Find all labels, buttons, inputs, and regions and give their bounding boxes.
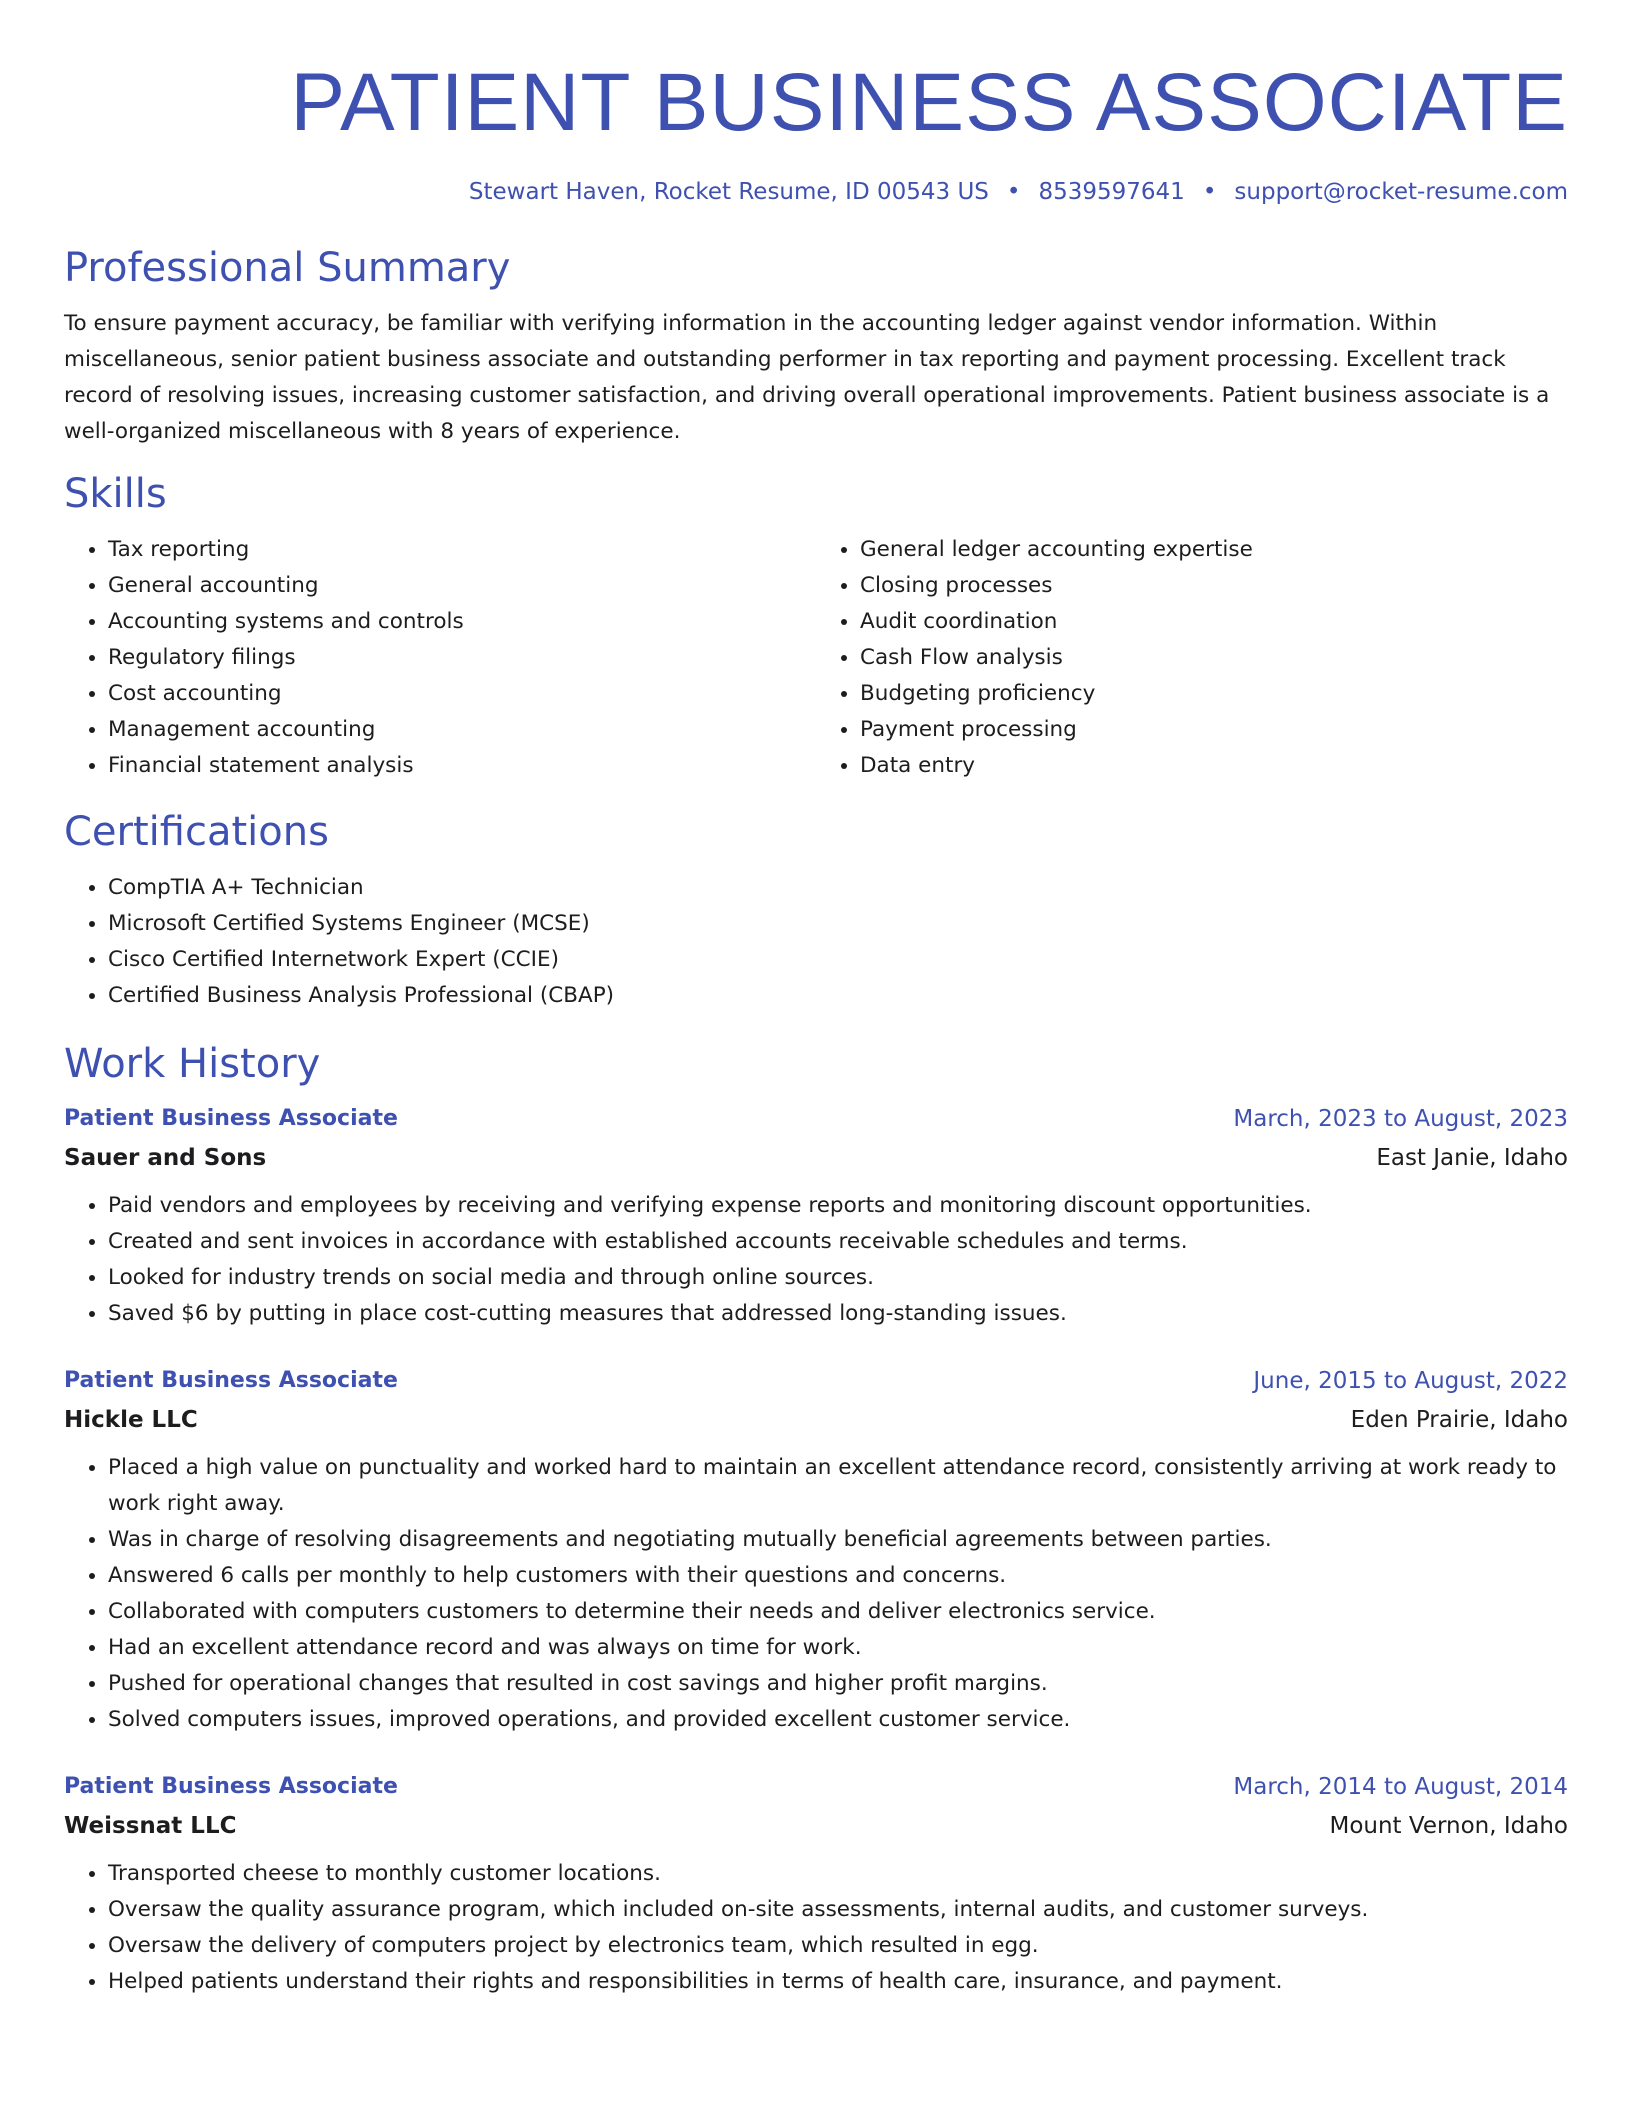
- skill-item: • Tax reporting: [108, 532, 816, 568]
- job-bullet: • Collaborated with computers customers to determine their needs and deliver electronics service.: [108, 1594, 1568, 1630]
- job-dates: June, 2015 to August, 2022: [1253, 1368, 1568, 1394]
- job-bullet: • Looked for industry trends on social media and through online sources.: [108, 1260, 1568, 1296]
- summary-section: [64, 242, 1568, 450]
- job-location: Mount Vernon, Idaho: [1329, 1813, 1568, 1839]
- skill-item: • Data entry: [860, 748, 1568, 784]
- job-title: Patient Business Associate: [64, 1774, 398, 1799]
- skill-item: • Cost accounting: [108, 676, 816, 712]
- skill-item: • Financial statement analysis: [108, 748, 816, 784]
- contact-phone: 8539597641: [1038, 179, 1185, 205]
- job-dates: March, 2014 to August, 2014: [1233, 1774, 1568, 1800]
- contact-address: Stewart Haven, Rocket Resume, ID 00543 US: [468, 179, 989, 205]
- job-title: Patient Business Associate: [64, 1368, 398, 1393]
- job-title: Patient Business Associate: [64, 1106, 398, 1131]
- job-bullet: • Helped patients understand their rights and responsibilities in terms of health care, insurance, and payment.: [108, 1964, 1568, 2000]
- contact-separator: •: [1006, 179, 1021, 205]
- job-bullet: • Pushed for operational changes that resulted in cost savings and higher profit margins.: [108, 1666, 1568, 1702]
- certifications-heading: Certifications: [64, 809, 329, 855]
- job-bullet: • Solved computers issues, improved operations, and provided excellent customer service.: [108, 1702, 1568, 1738]
- certification-item: • Microsoft Certified Systems Engineer (MCSE): [108, 906, 1568, 942]
- certification-item: • Certified Business Analysis Professional (CBAP): [108, 978, 1568, 1014]
- job-bullet: • Oversaw the quality assurance program, which included on-site assessments, internal audits, and customer surveys.: [108, 1892, 1568, 1928]
- job-dates: March, 2023 to August, 2023: [1233, 1106, 1568, 1132]
- job-bullets: [64, 1450, 1568, 1738]
- job-bullets: [64, 1856, 1568, 2000]
- job-bullet: • Transported cheese to monthly customer locations.: [108, 1856, 1568, 1892]
- skills-heading: Skills: [64, 471, 167, 517]
- certifications-list: [64, 870, 1568, 1014]
- skill-item: • Closing processes: [860, 568, 1568, 604]
- work-history-heading: Work History: [64, 1041, 321, 1087]
- job-bullets: [64, 1188, 1568, 1332]
- contact-separator: •: [1202, 179, 1217, 205]
- job-company-row: [64, 1138, 1568, 1178]
- skill-item: • Management accounting: [108, 712, 816, 748]
- job-bullet: • Oversaw the delivery of computers project by electronics team, which resulted in egg.: [108, 1928, 1568, 1964]
- summary-heading: Professional Summary: [64, 245, 511, 291]
- summary-text: To ensure payment accuracy, be familiar with verifying information in the accounting ledger against vendor information. Within miscellaneous, senior patient business associate and outstanding performer in tax reporting and payment processing. Excellent track record of resolving issues, increasing customer satisfaction, and driving overall operational improvements. Patient business associate is a well-organized miscellaneous with 8 years of experience.: [64, 311, 1550, 444]
- job-header-row: [64, 1362, 1568, 1400]
- certification-item: • Cisco Certified Internetwork Expert (CCIE): [108, 942, 1568, 978]
- skills-grid: [64, 532, 1568, 784]
- contact-email: support@rocket-resume.com: [1234, 179, 1568, 205]
- skill-item: • Regulatory filings: [108, 640, 816, 676]
- resume-header: [64, 50, 1568, 208]
- skill-item: • Payment processing: [860, 712, 1568, 748]
- skill-item: • Accounting systems and controls: [108, 604, 816, 640]
- skill-item: • General accounting: [108, 568, 816, 604]
- job-bullet: • Answered 6 calls per monthly to help customers with their questions and concerns.: [108, 1558, 1568, 1594]
- job-bullet: • Created and sent invoices in accordance with established accounts receivable schedules and terms.: [108, 1224, 1568, 1260]
- job-company: Sauer and Sons: [64, 1145, 267, 1171]
- job-company-row: [64, 1806, 1568, 1846]
- skill-item: • Cash Flow analysis: [860, 640, 1568, 676]
- job-bullet: • Placed a high value on punctuality and worked hard to maintain an excellent attendance record, consistently arriving at work ready to work right away.: [108, 1450, 1568, 1522]
- resume-title: PATIENT BUSINESS ASSOCIATE: [290, 57, 1568, 148]
- job-bullet: • Saved $6 by putting in place cost-cutting measures that addressed long-standing issues.: [108, 1296, 1568, 1332]
- job-header-row: [64, 1768, 1568, 1806]
- skills-list-right: [816, 532, 1568, 784]
- job-header-row: [64, 1100, 1568, 1138]
- skills-section: [64, 468, 1568, 784]
- job-bullet: • Was in charge of resolving disagreements and negotiating mutually beneficial agreements between parties.: [108, 1522, 1568, 1558]
- skills-list-left: [64, 532, 816, 784]
- work-history-section: [64, 1038, 1568, 2000]
- job-company: Weissnat LLC: [64, 1813, 237, 1839]
- job-company-row: [64, 1400, 1568, 1440]
- skill-item: • General ledger accounting expertise: [860, 532, 1568, 568]
- resume-page: [64, 50, 1568, 2000]
- job-location: Eden Prairie, Idaho: [1350, 1407, 1568, 1433]
- job-bullet: • Had an excellent attendance record and was always on time for work.: [108, 1630, 1568, 1666]
- skill-item: • Budgeting proficiency: [860, 676, 1568, 712]
- skill-item: • Audit coordination: [860, 604, 1568, 640]
- certifications-section: [64, 806, 1568, 1014]
- job-entry: [64, 1768, 1568, 2000]
- job-entry: [64, 1362, 1568, 1738]
- certification-item: • CompTIA A+ Technician: [108, 870, 1568, 906]
- job-company: Hickle LLC: [64, 1407, 198, 1433]
- job-bullet: • Paid vendors and employees by receiving and verifying expense reports and monitoring discount opportunities.: [108, 1188, 1568, 1224]
- contact-line: [64, 176, 1568, 208]
- job-location: East Janie, Idaho: [1376, 1145, 1568, 1171]
- job-entry: [64, 1100, 1568, 1332]
